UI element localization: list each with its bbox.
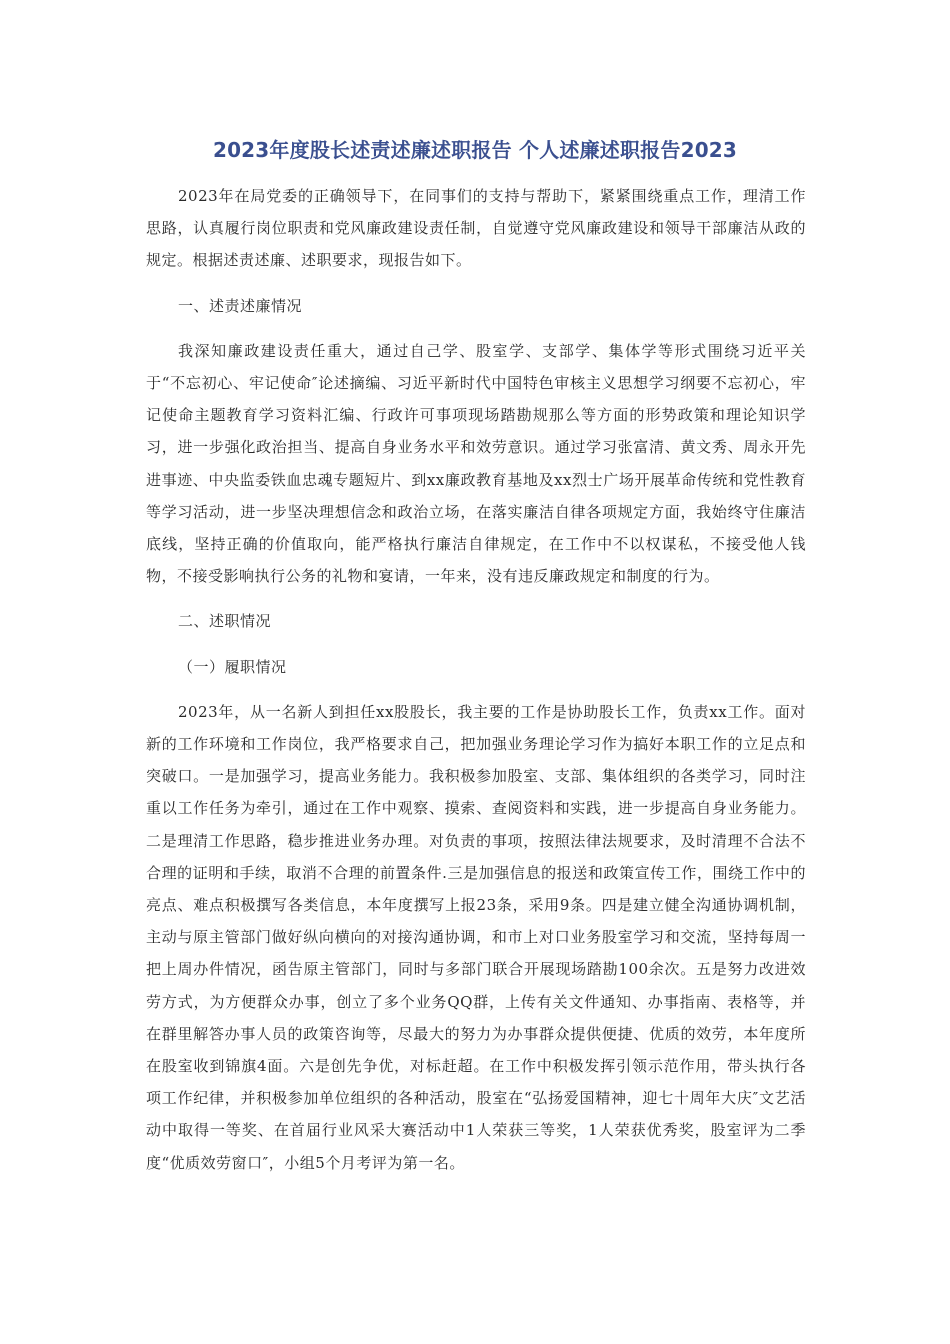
subsection-1-paragraph: 2023年，从一名新人到担任xx股股长，我主要的工作是协助股长工作，负责xx工作。面对新的工作环境和工作岗位，我严格要求自己，把加强业务理论学习作为搞好本职工作的立足点和突破口。一是加强学习，提高业务能力。我积极参加股室、支部、集体组织的各类学习，同时注重以工作任务为牵引，通过在工作中观察、摸索、查阅资料和实践，进一步提高自身业务能力。二是理清工作思路，稳步推进业务办理。对负责的事项，按照法律法规要求，及时清理不合法不合理的证明和手续，取消不合理的前置条件.三是加强信息的报送和政策宣传工作，围绕工作中的亮点、难点积极撰写各类信息，本年度撰写上报23条，采用9条。四是建立健全沟通协调机制，主动与原主管部门做好纵向横向的对接沟通协调，和市上对口业务股室学习和交流，坚持每周一把上周办件情况，函告原主管部门，同时与多部门联合开展现场踏勘100余次。五是努力改进效劳方式，为方便群众办事，创立了多个业务QQ群，上传有关文件通知、办事指南、表格等，并在群里解答办事人员的政策咨询等，尽最大的努力为办事群众提供便捷、优质的效劳，本年度所在股室收到锦旗4面。六是创先争优，对标赶超。在工作中积极发挥引领示范作用，带头执行各项工作纪律，并积极参加单位组织的各种活动，股室在“弘扬爱国精神，迎七十周年大庆″文艺活动中取得一等奖、在首届行业风采大赛活动中1人荣获三等奖，1人荣获优秀奖，股室评为二季度“优质效劳窗口″，小组5个月考评为第一名。 (146, 702, 806, 1172)
section-heading-1: 一、述责述廉情况 (178, 296, 303, 315)
spacer (146, 592, 806, 605)
document-title: 2023年度股长述责述廉述职报告 个人述廉述职报告2023 (212, 138, 738, 162)
section-heading-2: 二、述职情况 (178, 612, 272, 631)
intro-paragraph: 2023年在局党委的正确领导下，在同事们的支持与帮助下，紧紧围绕重点工作，理清工作思路，认真履行岗位职责和党风廉政建设责任制，自觉遵守党风廉政建设和领导干部廉洁从政的规定。根据述责述廉、述职要求，现报告如下。 (146, 187, 806, 270)
spacer (146, 322, 806, 335)
spacer (146, 277, 806, 290)
spacer (146, 683, 806, 696)
section-1-paragraph: 我深知廉政建设责任重大，通过自己学、股室学、支部学、集体学等形式围绕习近平关于“不忘初心、牢记使命″论述摘编、习近平新时代中国特色审核主义思想学习纲要不忘初心，牢记使命主题教育学习资料汇编、行政许可事项现场踏勘规那么等方面的形势政策和理论知识学习，进一步强化政治担当、提高自身业务水平和效劳意识。通过学习张富清、黄文秀、周永开先进事迹、中央监委铁血忠魂专题短片、到xx廉政教育基地及xx烈士广场开展革命传统和党性教育等学习活动，进一步坚决理想信念和政治立场，在落实廉洁自律各项规定方面，我始终守住廉洁底线，坚持正确的价值取向，能严格执行廉洁自律规定，在工作中不以权谋私，不接受他人钱物，不接受影响执行公务的礼物和宴请，一年来，没有违反廉政规定和制度的行为。 (146, 341, 806, 586)
spacer (146, 638, 806, 651)
subsection-heading-1: （一）履职情况 (178, 657, 287, 676)
document-body (146, 180, 806, 1179)
